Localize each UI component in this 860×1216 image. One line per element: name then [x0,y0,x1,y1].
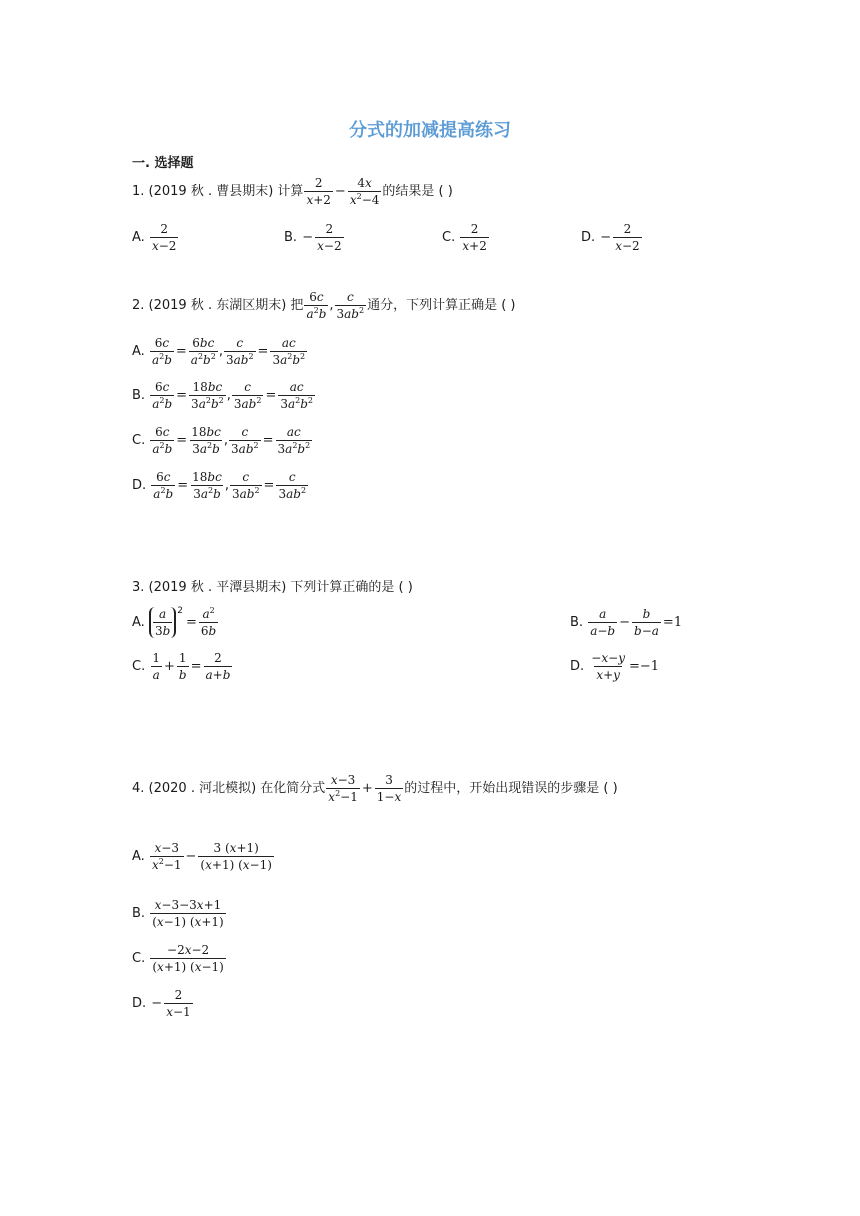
option-label: D. [581,230,596,245]
question-4-prefix: 4. (2020 . 河北模拟) 在化简分式 [132,781,326,796]
option-label: C. [442,230,456,245]
option-label: A. [132,230,145,245]
option-label: C. [132,951,146,966]
q2-option-a[interactable]: A. $\frac{6c}{a^2b}$ = $\frac{6bc}{a^2b^2}$ , $\frac{c}{3ab^2}$ = $\frac{ac}{3a^2b^2}$ [132,336,306,367]
option-label: D. [132,996,147,1011]
q3-option-d[interactable]: D. $\frac{-x-y}{x+y}$ =−1 [570,651,660,682]
option-label: A. [132,344,145,359]
q3-option-c[interactable]: C. 1 a + $\frac{1}{b}$ = $\frac{2}{a+b}$ [132,651,231,682]
option-label: C. [132,659,146,674]
q1-option-d[interactable]: D. − $\frac{2}{x-2}$ [581,222,640,253]
option-label: D. [570,659,585,674]
option-label: A. [132,849,145,864]
option-label: B. [570,615,584,630]
question-1-prefix: 1. (2019 秋 . 曹县期末) 计算 [132,184,304,199]
q1-option-c[interactable]: C. 2 x+2 [442,222,487,253]
option-label: A. [132,615,145,630]
option-label: C. [132,433,146,448]
question-2-suffix: 通分，下列计算正确是 ( ) [367,298,516,313]
q4-option-c[interactable]: C. −2x−2 (x+1) (x−1) [132,943,224,974]
q3-option-a[interactable]: A. a 3b 2 = $\frac{a^2}{6b}$ [132,606,217,638]
question-1-suffix: 的结果是 ( ) [382,184,453,199]
option-label: B. [132,388,146,403]
q1-option-b[interactable]: B. − $\frac{2}{x-2}$ [284,222,342,253]
option-label: B. [132,906,146,921]
math-fraction: 2 x+2 [306,176,331,207]
q4-option-d[interactable]: D. − $\frac{2}{x-1}$ [132,988,191,1019]
question-1: 1. (2019 秋 . 曹县期末) 计算 2 x+2 − $\frac{4x}{x^2-4}$ 的结果是 ( ) [132,176,453,207]
option-label: B. [284,230,298,245]
option-label: D. [132,478,147,493]
q2-option-d[interactable]: D. $\frac{6c}{a^2b}$ = $\frac{18bc}{3a^2b}$ , $\frac{c}{3ab^2}$ = $\frac{c}{3ab^2}$ [132,470,307,501]
q4-option-a[interactable]: A. x−3 $x^2-1$ − $\frac{3 (x+1)}{(x+1) (x-1)}$ [132,841,272,872]
question-4-suffix: 的过程中，开始出现错误的步骤是 ( ) [404,781,618,796]
question-4: 4. (2020 . 河北模拟) 在化简分式 x−3 $x^2-1$ + $\frac{3}{1-x}$ 的过程中，开始出现错误的步骤是 ( ) [132,773,618,804]
q4-option-b[interactable]: B. x−3−3x+1 (x−1) (x+1) [132,898,224,929]
math-fraction: $\frac{4x}{x^2-4}$ [349,176,380,207]
question-2: 2. (2019 秋 . 东湖区期末) 把 6c $a^2b$ , c $3ab^2$ 通分，下列计算正确是 ( ) [132,290,516,321]
q2-option-c[interactable]: C. $\frac{6c}{a^2b}$ = $\frac{18bc}{3a^2b}$ , $\frac{c}{3ab^2}$ = $\frac{ac}{3a^2b^2}$ [132,425,311,456]
q3-option-b[interactable]: B. a a−b − $\frac{b}{b-a}$ =1 [570,607,683,638]
q1-option-a[interactable]: A. 2 x−2 [132,222,177,253]
question-3: 3. (2019 秋 . 平潭县期末) 下列计算正确的是 ( ) [132,580,413,595]
q2-option-b[interactable]: B. $\frac{6c}{a^2b}$ = $\frac{18bc}{3a^2b^2}$ , $\frac{c}{3ab^2}$ = $\frac{ac}{3a^2b^2}$ [132,380,314,411]
question-2-prefix: 2. (2019 秋 . 东湖区期末) 把 [132,298,304,313]
document-title: 分式的加减提高练习 [349,120,511,141]
section-heading: 一. 选择题 [132,156,194,171]
